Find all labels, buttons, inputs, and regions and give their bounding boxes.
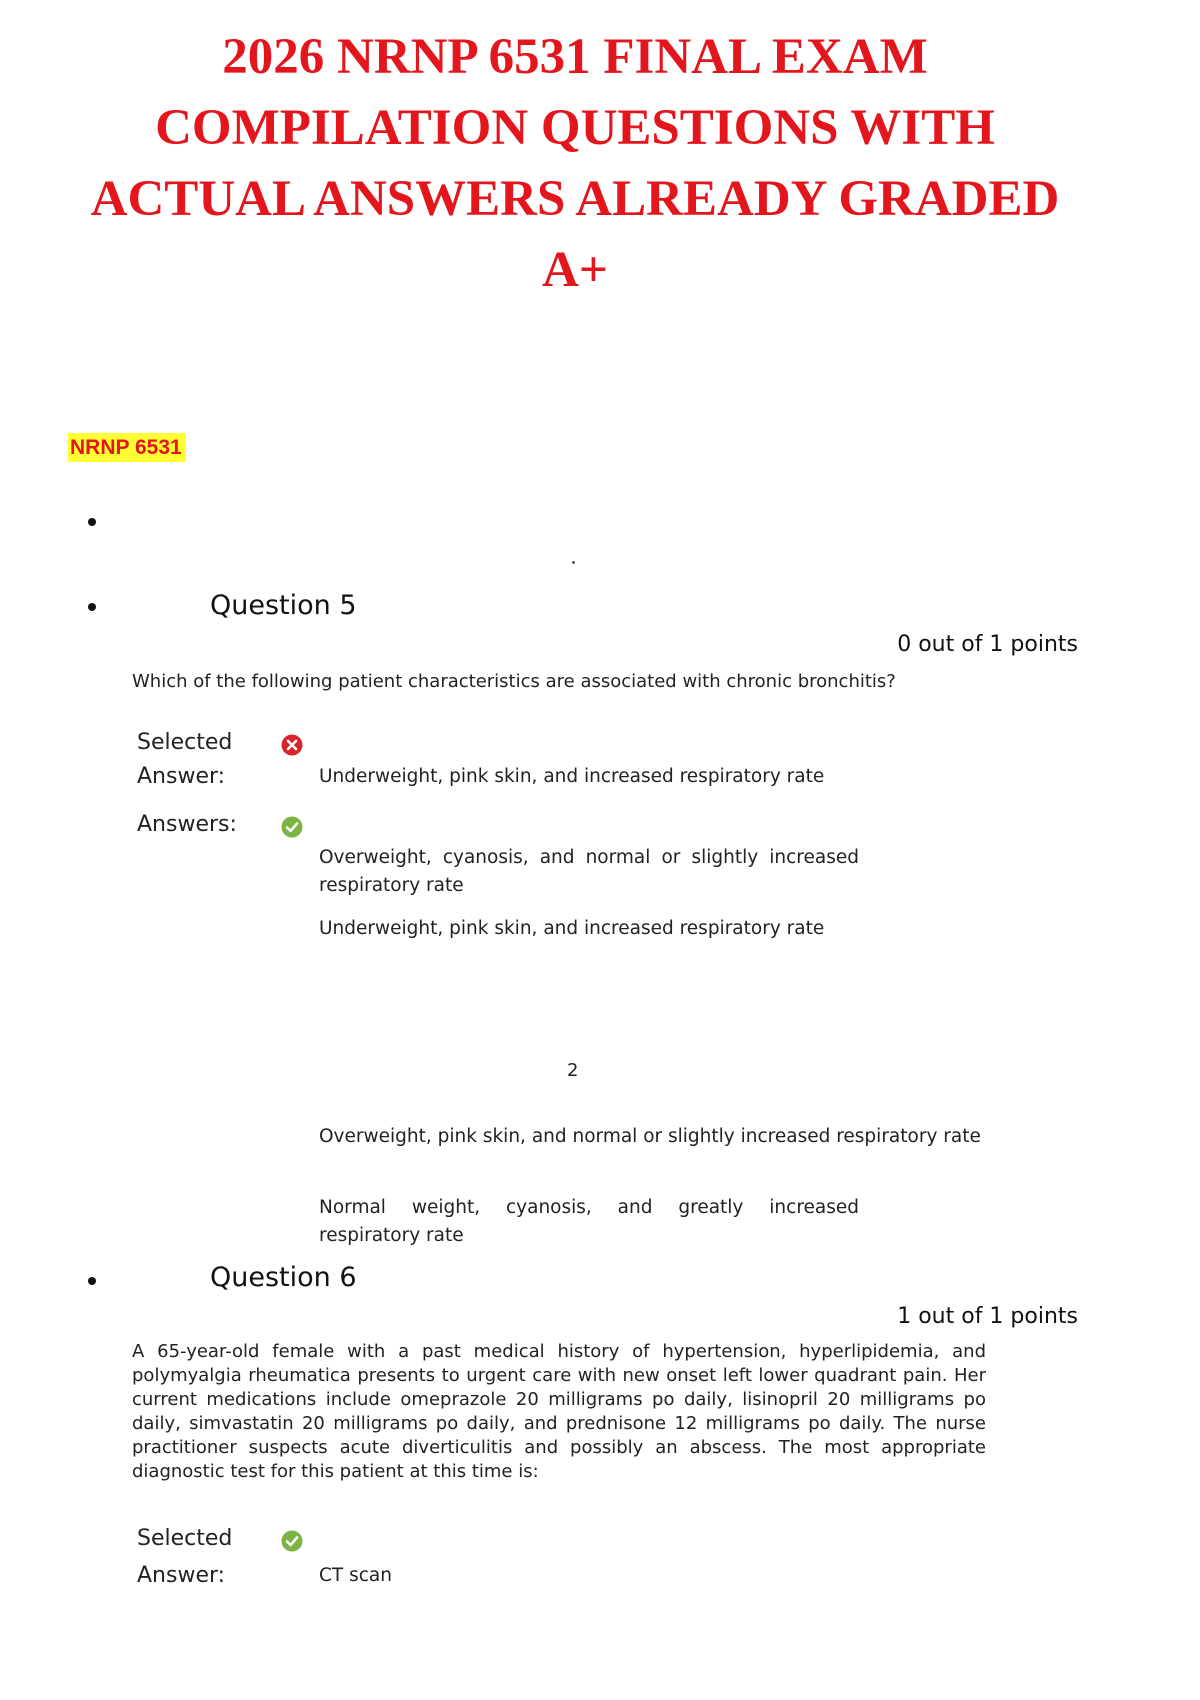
question-5-answer-option-1: Overweight, cyanosis, and normal or slightly increased respiratory rate xyxy=(319,847,859,896)
question-6-points: 1 out of 1 points xyxy=(897,1304,1078,1329)
document-title xyxy=(60,22,1090,306)
question-6-text: A 65-year-old female with a past medical history of hypertension, hyperlipidemia, and polymyalgia rheumatica presents to urgent care with new onset left lower quadrant pain. Her current medications include omeprazole 20 milligrams po daily, lisinopril 20 milligrams po daily, simvastatin 20 milligrams po daily, and prednisone 12 milligrams po daily. The nurse practitioner suspects acute diverticulitis and possibly an abscess. The most appropriate diagnostic test for this patient at this time is: xyxy=(132,1341,986,1482)
correct-check-icon xyxy=(281,816,303,838)
list-bullet xyxy=(88,1277,96,1285)
list-bullet xyxy=(88,518,96,526)
question-5-selected-label-line1: Selected xyxy=(137,730,233,755)
question-6-selected-answer: CT scan xyxy=(319,1565,392,1586)
list-bullet xyxy=(88,603,96,611)
question-6-selected-label-line2: Answer: xyxy=(137,1563,226,1588)
question-5-selected-label-line2: Answer: xyxy=(137,764,226,789)
question-6-selected-label-line1: Selected xyxy=(137,1526,233,1551)
title-line-2: COMPILATION QUESTIONS WITH xyxy=(155,100,995,156)
question-5-answer-option-3: Overweight, pink skin, and normal or slightly increased respiratory rate xyxy=(319,1126,981,1147)
question-6-heading: Question 6 xyxy=(210,1262,357,1293)
incorrect-icon xyxy=(281,734,303,756)
question-5-answers-label: Answers: xyxy=(137,812,237,837)
title-line-4: A+ xyxy=(542,242,608,298)
question-5-points: 0 out of 1 points xyxy=(897,632,1078,657)
course-tag: NRNP 6531 xyxy=(68,433,186,462)
question-5-heading: Question 5 xyxy=(210,590,357,621)
correct-check-icon xyxy=(281,1530,303,1552)
title-line-1: 2026 NRNP 6531 FINAL EXAM xyxy=(222,29,928,85)
title-line-3: ACTUAL ANSWERS ALREADY GRADED xyxy=(90,171,1060,227)
question-5-selected-answer: Underweight, pink skin, and increased respiratory rate xyxy=(319,766,825,787)
question-5-answer-option-2: Underweight, pink skin, and increased respiratory rate xyxy=(319,918,825,939)
question-5-text: Which of the following patient characteristics are associated with chronic bronchitis? xyxy=(132,671,896,692)
question-5-answer-option-4: Normal weight, cyanosis, and greatly increased respiratory rate xyxy=(319,1197,859,1246)
page-number: 2 xyxy=(567,1060,579,1081)
stray-dot xyxy=(572,561,575,564)
